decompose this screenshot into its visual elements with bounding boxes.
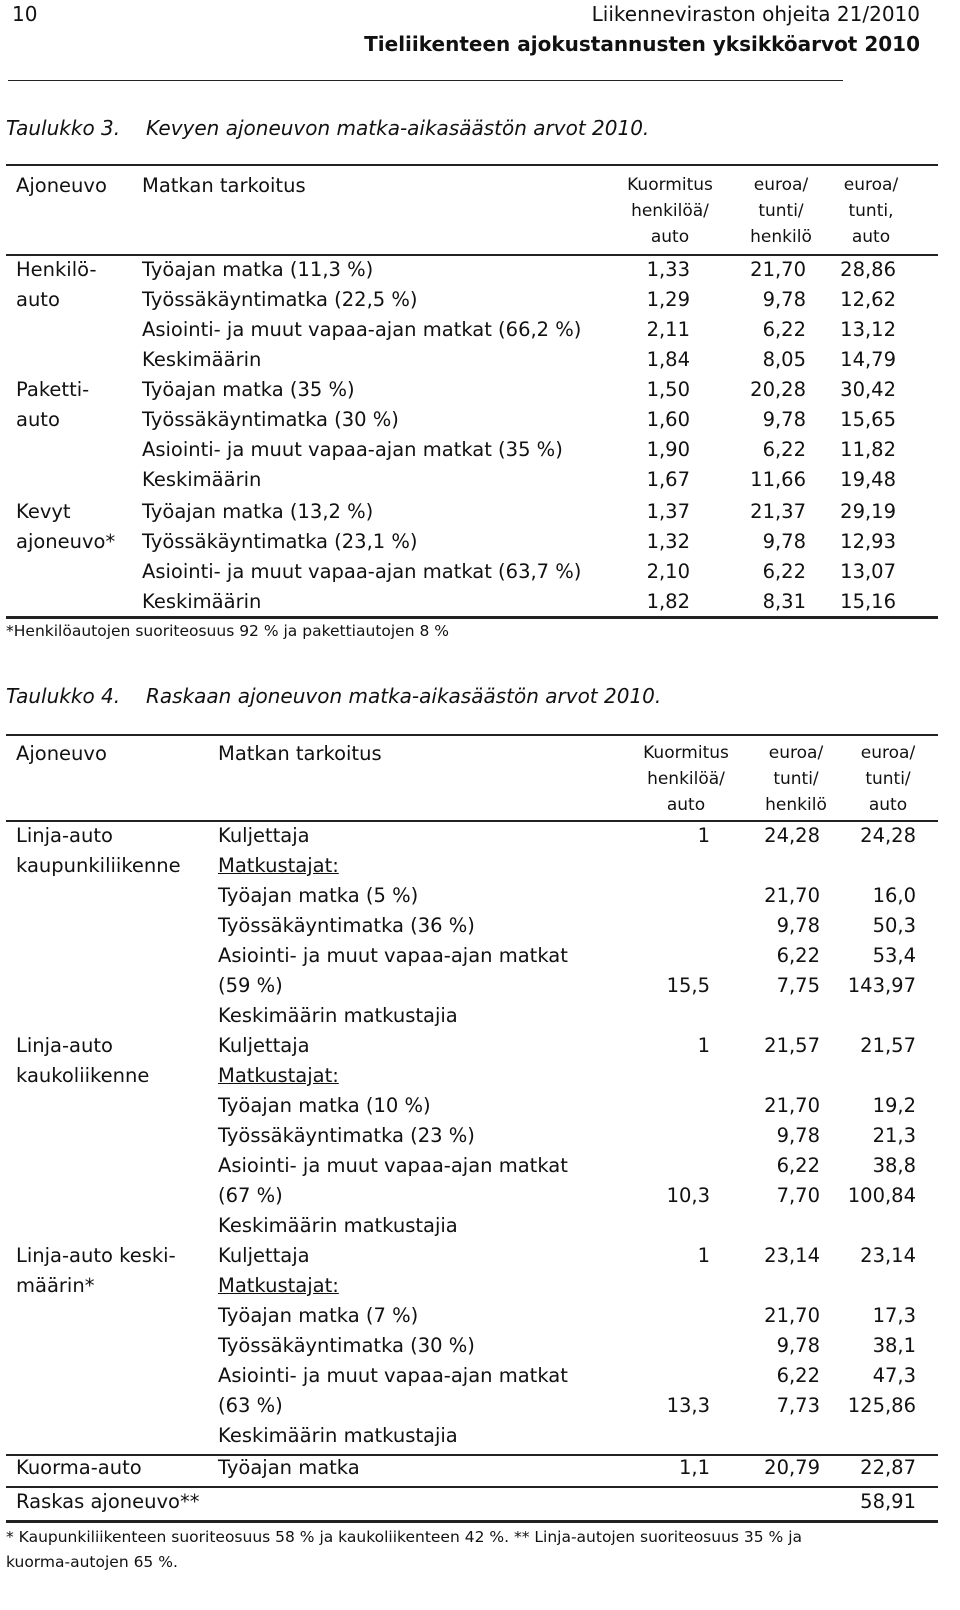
table4-vehicle: kaukoliikenne [16,1064,150,1087]
table3-eur-car: 15,65 [840,408,896,431]
table4-purpose: Työssäkäyntimatka (30 %) [218,1334,475,1357]
table4-eur-person: 7,75 [776,974,820,997]
table3-purpose: Työajan matka (35 %) [142,378,355,401]
table3-load: 1,67 [646,468,690,491]
header-line: auto [851,227,891,247]
header-line: auto [666,795,706,815]
table3 [6,150,938,630]
table4-footnote-1: * Kaupunkiliikenteen suoriteosuus 58 % ja kaukoliikenteen 42 %. ** Linja-autojen suoriteosuus 35 % ja [6,1528,803,1546]
table4-caption-number: Taulukko 4. [6,684,121,708]
header-line: tunti/ [865,769,911,789]
table4-eur-person: 9,78 [776,1334,820,1357]
table3-purpose: Asiointi- ja muut vapaa-ajan matkat (63,7 %) [142,560,582,583]
table4-passengers-label: Matkustajat: [218,854,339,877]
header-line: henkilöä/ [647,769,725,789]
table4-eur-car: 19,2 [872,1094,916,1117]
table3-eur-person: 21,37 [750,500,806,523]
table4-eur-person: 21,57 [764,1034,820,1057]
table4-eur-car: 17,3 [872,1304,916,1327]
table3-load: 2,10 [646,560,690,583]
header-line: euroa/ [753,175,809,195]
table4-vehicle: Raskas ajoneuvo** [16,1490,200,1513]
header-line: euroa/ [768,743,824,763]
table4-footnote-2: kuorma-autojen 65 %. [6,1553,178,1571]
table4-caption-text: Raskaan ajoneuvon matka-aikasäästön arvot 2010. [146,684,662,708]
table4-eur-person: 21,70 [764,1304,820,1327]
table3-eur-car: 12,62 [840,288,896,311]
table3-header-eur-person [736,172,826,250]
header-line: henkilö [765,795,827,815]
table4-purpose: (67 %) [218,1184,283,1207]
table4-eur-car: 47,3 [872,1364,916,1387]
header-line: Kuormitus [643,743,729,763]
table4-eur-person: 7,73 [776,1394,820,1417]
table4-vehicle: Linja-auto [16,824,113,847]
table4-eur-car: 38,1 [872,1334,916,1357]
table4-eur-person: 6,22 [776,944,820,967]
table3-eur-car: 29,19 [840,500,896,523]
table3-eur-car: 12,93 [840,530,896,553]
table4-purpose: Työajan matka [218,1456,360,1479]
table4-header-load [626,740,746,818]
table3-purpose: Asiointi- ja muut vapaa-ajan matkat (66,2 %) [142,318,582,341]
table4-eur-person: 23,14 [764,1244,820,1267]
table4-purpose: Työssäkäyntimatka (23 %) [218,1124,475,1147]
header-line: henkilöä/ [631,201,709,221]
table3-vehicle: Kevyt [16,500,71,523]
table4-load: 1,1 [678,1456,710,1479]
table3-eur-car: 30,42 [840,378,896,401]
header-line: auto [650,227,690,247]
table3-eur-person: 20,28 [750,378,806,401]
table3-load: 1,32 [646,530,690,553]
table3-eur-car: 13,12 [840,318,896,341]
table4-eur-car: 100,84 [847,1184,916,1207]
table3-eur-person: 8,05 [762,348,806,371]
table3-eur-car: 11,82 [840,438,896,461]
table4-passengers-label: Matkustajat: [218,1064,339,1087]
table4-load: 1 [697,824,710,847]
table4-eur-car: 21,3 [872,1124,916,1147]
table3-bottom-rule [6,616,938,619]
table3-header-purpose: Matkan tarkoitus [142,174,306,197]
table4-purpose: (63 %) [218,1394,283,1417]
table3-eur-person: 9,78 [762,408,806,431]
header-line: Kuormitus [627,175,713,195]
table4-caption [6,684,661,708]
table3-purpose: Työssäkäyntimatka (22,5 %) [142,288,418,311]
table4-load: 1 [697,1244,710,1267]
table3-eur-person: 6,22 [762,318,806,341]
table4-header-rule [6,820,938,822]
header-line: tunti, [848,201,894,221]
table3-eur-car: 15,16 [840,590,896,613]
table4-driver: Kuljettaja [218,824,310,847]
table3-header-rule [6,254,938,256]
table4-eur-car: 21,57 [860,1034,916,1057]
header-rule [8,80,843,81]
table3-purpose: Työajan matka (11,3 %) [142,258,374,281]
table3-purpose: Asiointi- ja muut vapaa-ajan matkat (35 %) [142,438,563,461]
table4-bottom-rule [6,1520,938,1523]
table4-eur-car: 50,3 [872,914,916,937]
header-line: euroa/ [843,175,899,195]
table4-vehicle: kaupunkiliikenne [16,854,181,877]
table3-eur-person: 9,78 [762,530,806,553]
table3-vehicle: auto [16,408,60,431]
table4-purpose: Keskimäärin matkustajia [218,1004,458,1027]
table4-eur-car: 58,91 [860,1490,916,1513]
table4-passengers-label: Matkustajat: [218,1274,339,1297]
table4-eur-person: 6,22 [776,1154,820,1177]
table4-eur-person: 20,79 [764,1456,820,1479]
table4-load: 13,3 [666,1394,710,1417]
table3-load: 1,84 [646,348,690,371]
table4-eur-car: 53,4 [872,944,916,967]
table3-top-rule [6,164,938,166]
table4-purpose: (59 %) [218,974,283,997]
table4-purpose: Asiointi- ja muut vapaa-ajan matkat [218,944,568,967]
table3-eur-car: 28,86 [840,258,896,281]
table4-eur-person: 9,78 [776,1124,820,1147]
table3-footnote: *Henkilöautojen suoriteosuus 92 % ja pakettiautojen 8 % [6,622,449,640]
table4-eur-car: 22,87 [860,1456,916,1479]
table3-purpose: Keskimäärin [142,348,262,371]
series-title: Liikenneviraston ohjeita 21/2010 [591,2,920,26]
table4-vehicle: Linja-auto keski- [16,1244,176,1267]
table3-load: 1,60 [646,408,690,431]
page-number: 10 [12,2,38,26]
table3-eur-person: 6,22 [762,560,806,583]
table4-load: 10,3 [666,1184,710,1207]
table3-load: 1,37 [646,500,690,523]
table4-eur-person: 21,70 [764,1094,820,1117]
table4-eur-person: 21,70 [764,884,820,907]
table4-vehicle: Linja-auto [16,1034,113,1057]
table3-vehicle: Henkilö- [16,258,97,281]
table4-vehicle: Kuorma-auto [16,1456,142,1479]
table3-eur-person: 6,22 [762,438,806,461]
table3-vehicle: ajoneuvo* [16,530,116,553]
table3-vehicle: Paketti- [16,378,90,401]
table3-eur-car: 13,07 [840,560,896,583]
table3-caption-number: Taulukko 3. [6,116,121,140]
table3-load: 1,29 [646,288,690,311]
table3-vehicle: auto [16,288,60,311]
table4-purpose: Keskimäärin matkustajia [218,1424,458,1447]
table4-vehicle: määrin* [16,1274,95,1297]
table4-header-purpose: Matkan tarkoitus [218,742,382,765]
table4-eur-person: 6,22 [776,1364,820,1387]
table3-load: 1,82 [646,590,690,613]
table3-header-vehicle: Ajoneuvo [16,174,107,197]
table3-load: 1,90 [646,438,690,461]
table4 [6,720,938,1548]
table4-eur-person: 7,70 [776,1184,820,1207]
table4-purpose: Työajan matka (5 %) [218,884,419,907]
table3-purpose: Työajan matka (13,2 %) [142,500,374,523]
table4-eur-car: 143,97 [847,974,916,997]
table4-eur-car: 23,14 [860,1244,916,1267]
document-title: Tieliikenteen ajokustannusten yksikköarvot 2010 [364,32,920,56]
table3-eur-person: 8,31 [762,590,806,613]
table4-eur-car: 16,0 [872,884,916,907]
table4-load: 15,5 [666,974,710,997]
table4-purpose: Asiointi- ja muut vapaa-ajan matkat [218,1154,568,1177]
table3-header-eur-car [826,172,916,250]
table3-load: 1,33 [646,258,690,281]
table3-purpose: Työssäkäyntimatka (30 %) [142,408,399,431]
table3-load: 1,50 [646,378,690,401]
table4-purpose: Asiointi- ja muut vapaa-ajan matkat [218,1364,568,1387]
table4-driver: Kuljettaja [218,1034,310,1057]
table4-eur-car: 24,28 [860,824,916,847]
table3-eur-person: 11,66 [750,468,806,491]
table3-purpose: Keskimäärin [142,590,262,613]
table4-purpose: Keskimäärin matkustajia [218,1214,458,1237]
table3-caption-text: Kevyen ajoneuvon matka-aikasäästön arvot 2010. [146,116,650,140]
table4-purpose: Työssäkäyntimatka (36 %) [218,914,475,937]
table3-eur-car: 14,79 [840,348,896,371]
table4-purpose: Työajan matka (7 %) [218,1304,419,1327]
table3-eur-person: 21,70 [750,258,806,281]
table3-eur-car: 19,48 [840,468,896,491]
header-line: henkilö [750,227,812,247]
table4-header-vehicle: Ajoneuvo [16,742,107,765]
table3-caption [6,116,649,140]
table4-header-eur-person [746,740,846,818]
header-line: auto [868,795,908,815]
table4-header-eur-car [838,740,938,818]
table4-eur-person: 9,78 [776,914,820,937]
table3-purpose: Työssäkäyntimatka (23,1 %) [142,530,418,553]
table4-load: 1 [697,1034,710,1057]
header-line: tunti/ [773,769,819,789]
table3-eur-person: 9,78 [762,288,806,311]
table4-purpose: Työajan matka (10 %) [218,1094,431,1117]
table4-eur-car: 125,86 [847,1394,916,1417]
table4-eur-person: 24,28 [764,824,820,847]
table4-eur-car: 38,8 [872,1154,916,1177]
table4-driver: Kuljettaja [218,1244,310,1267]
header-line: tunti/ [758,201,804,221]
header-line: euroa/ [860,743,916,763]
table3-purpose: Keskimäärin [142,468,262,491]
table4-heavy-rule [6,1486,938,1488]
table3-header-load [610,172,730,250]
table4-top-rule [6,734,938,736]
table3-load: 2,11 [646,318,690,341]
